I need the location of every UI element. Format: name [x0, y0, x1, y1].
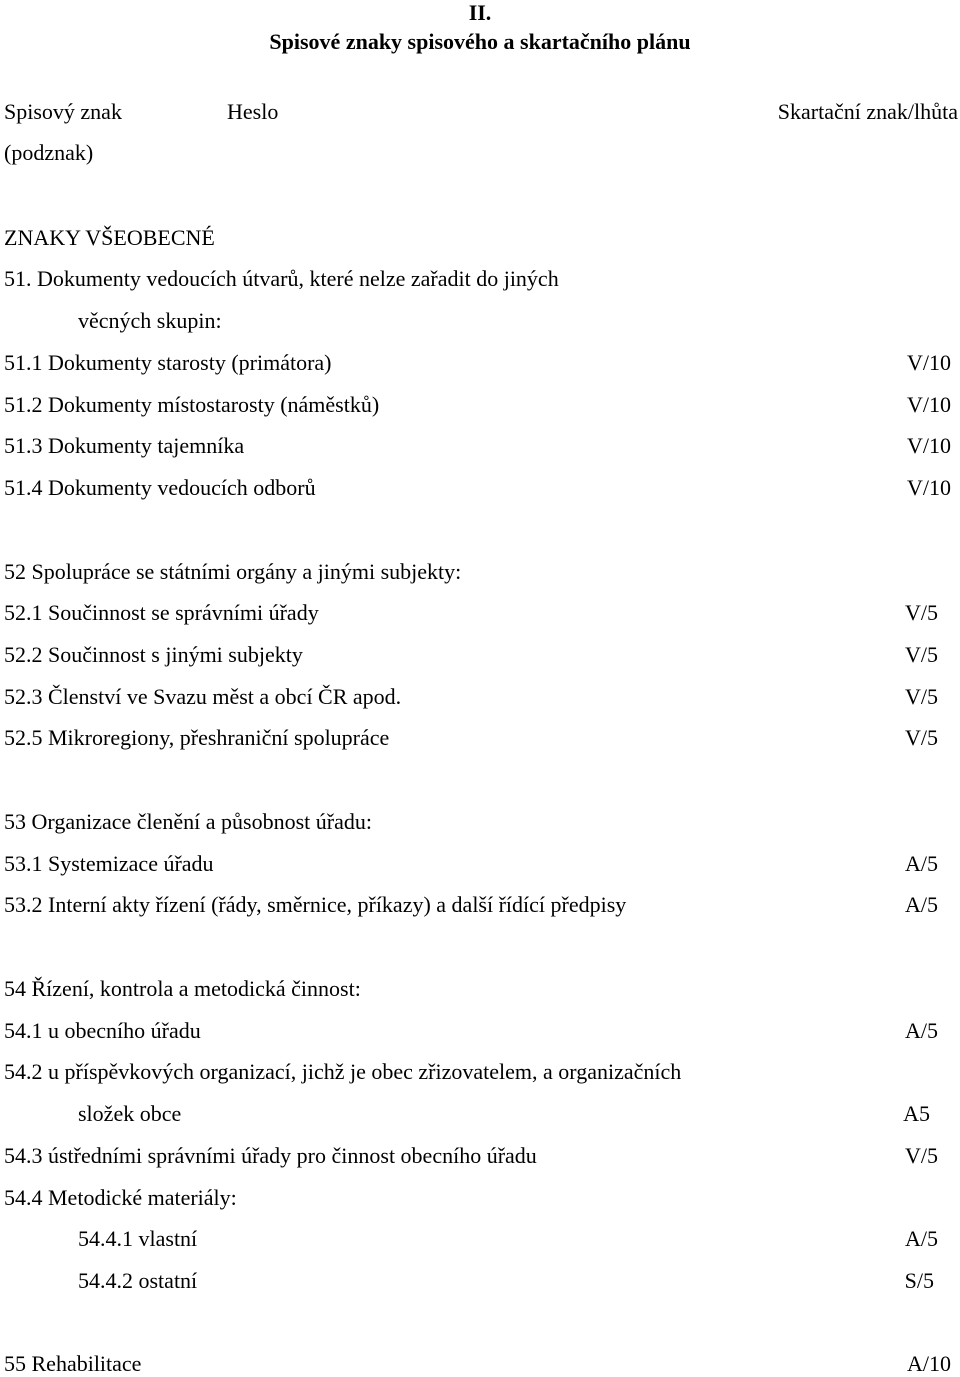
- item-51-1: 51.1 Dokumenty starosty (primátora): [4, 350, 332, 375]
- document-title: Spisové znaky spisového a skartačního plánu: [269, 29, 691, 54]
- item-55: 55 Rehabilitace: [4, 1351, 142, 1376]
- item-54-4-2: 54.4.2 ostatní: [78, 1268, 198, 1293]
- code-52-1: V/5: [905, 600, 938, 625]
- code-54-4-1: A/5: [905, 1226, 938, 1251]
- code-51-4: V/10: [907, 475, 951, 500]
- item-52-2: 52.2 Součinnost s jinými subjekty: [4, 642, 303, 667]
- code-54-1: A/5: [905, 1018, 938, 1043]
- code-51-1: V/10: [907, 350, 951, 375]
- item-54-4: 54.4 Metodické materiály:: [4, 1185, 237, 1210]
- column-header-code: Spisový znak: [4, 99, 122, 124]
- item-52-3: 52.3 Členství ve Svazu měst a obcí ČR apod.: [4, 684, 402, 709]
- code-51-3: V/10: [907, 433, 951, 458]
- code-52-2: V/5: [905, 642, 938, 667]
- item-53-1: 53.1 Systemizace úřadu: [4, 851, 214, 876]
- section-heading: ZNAKY VŠEOBECNÉ: [4, 225, 215, 250]
- item-51-2: 51.2 Dokumenty místostarosty (náměstků): [4, 392, 380, 417]
- column-header-subcode: (podznak): [4, 140, 94, 165]
- code-55: A/10: [907, 1351, 951, 1376]
- item-54-1: 54.1 u obecního úřadu: [4, 1018, 201, 1043]
- code-53-2: A/5: [905, 892, 938, 917]
- roman-numeral: II.: [468, 0, 492, 25]
- column-header-skartacni: Skartační znak/lhůta: [777, 99, 958, 124]
- item-51-3: 51.3 Dokumenty tajemníka: [4, 433, 245, 458]
- item-54-2: 54.2 u příspěvkových organizací, jichž je obec zřizovatelem, a organizačních: [4, 1059, 682, 1084]
- item-53-2: 53.2 Interní akty řízení (řády, směrnice, příkazy) a další řídící předpisy: [4, 892, 627, 917]
- code-51-2: V/10: [907, 392, 951, 417]
- group-52-title: 52 Spolupráce se státními orgány a jinými subjekty:: [4, 559, 462, 584]
- column-header-heslo: Heslo: [227, 99, 279, 124]
- item-54-2-continued: složek obce: [78, 1101, 182, 1126]
- code-54-3: V/5: [905, 1143, 938, 1168]
- group-53-title: 53 Organizace členění a působnost úřadu:: [4, 809, 372, 834]
- item-51-4: 51.4 Dokumenty vedoucích odborů: [4, 475, 316, 500]
- item-54-4-1: 54.4.1 vlastní: [78, 1226, 198, 1251]
- item-52-5: 52.5 Mikroregiony, přeshraniční spolupráce: [4, 725, 390, 750]
- code-54-4-2: S/5: [904, 1268, 934, 1293]
- code-52-3: V/5: [905, 684, 938, 709]
- code-53-1: A/5: [905, 851, 938, 876]
- code-54-2: A5: [903, 1101, 930, 1126]
- item-54-3: 54.3 ústředními správními úřady pro činnost obecního úřadu: [4, 1143, 537, 1168]
- group-51-title-continued: věcných skupin:: [78, 308, 222, 333]
- group-51-title: 51. Dokumenty vedoucích útvarů, které nelze zařadit do jiných: [4, 266, 559, 291]
- code-52-5: V/5: [905, 725, 938, 750]
- item-52-1: 52.1 Součinnost se správními úřady: [4, 600, 319, 625]
- group-54-title: 54 Řízení, kontrola a metodická činnost:: [4, 976, 361, 1001]
